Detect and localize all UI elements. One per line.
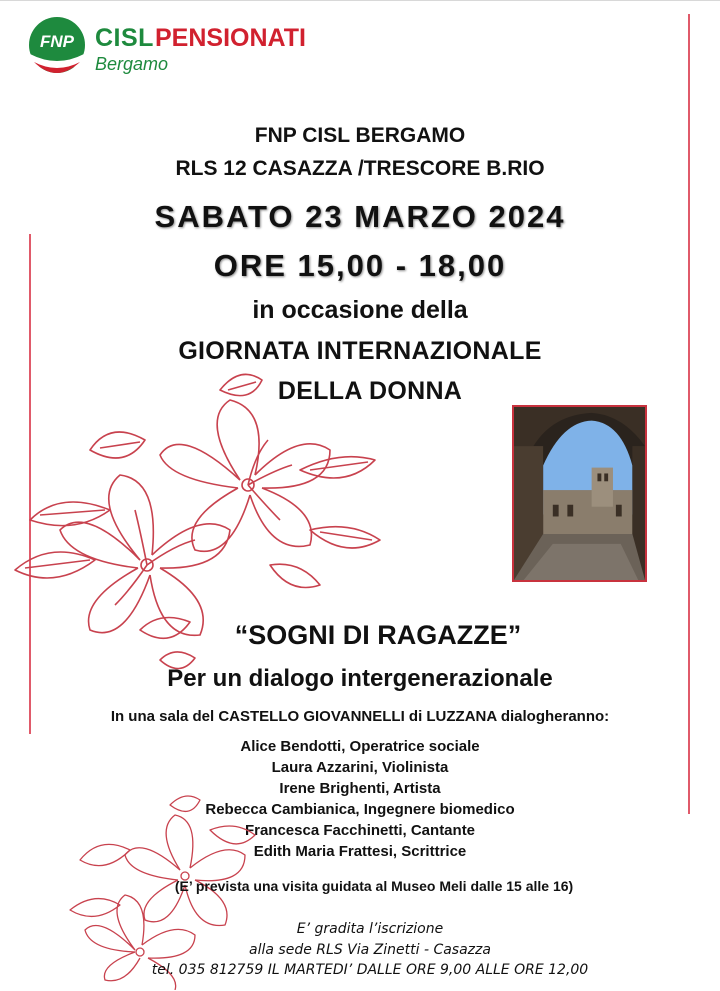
- rls-title: RLS 12 CASAZZA /TRESCORE B.RIO: [175, 157, 545, 180]
- logo-city: Bergamo: [95, 54, 169, 74]
- logo-pensionati: PENSIONATI: [155, 24, 306, 52]
- event-date: SABATO 23 MARZO 2024: [154, 199, 566, 234]
- event-time: ORE 15,00 - 18,00: [213, 248, 507, 283]
- fnp-logo-badge: [28, 16, 86, 74]
- speaker-item: Alice Bendotti, Operatrice sociale: [240, 738, 480, 755]
- occasion-text: in occasione della: [252, 296, 468, 324]
- org-title: FNP CISL BERGAMO: [254, 124, 466, 147]
- event-subtitle: Per un dialogo intergenerazionale: [167, 665, 553, 692]
- guided-visit-note: (E’ prevista una visita guidata al Museo Meli dalle 15 alle 16): [174, 878, 574, 894]
- event-title: “SOGNI DI RAGAZZE”: [234, 620, 522, 650]
- speaker-item: Laura Azzarini, Violinista: [271, 759, 449, 776]
- giornata-text: GIORNATA INTERNAZIONALE: [178, 337, 542, 365]
- speaker-item: Irene Brighenti, Artista: [279, 780, 441, 797]
- speaker-item: Rebecca Cambianica, Ingegnere biomedico: [205, 801, 515, 818]
- logo-badge-text: FNP: [40, 32, 74, 51]
- speaker-item: Francesca Facchinetti, Cantante: [244, 822, 476, 839]
- event-intro: In una sala del CASTELLO GIOVANNELLI di LUZZANA dialogheranno:: [110, 708, 610, 725]
- logo: [28, 16, 328, 76]
- speaker-item: Edith Maria Frattesi, Scrittrice: [253, 843, 467, 860]
- registration-line-3: tel. 035 812759 IL MARTEDI’ DALLE ORE 9,00 ALLE ORE 12,00: [151, 962, 589, 978]
- top-rule: [0, 0, 720, 1]
- registration-line-1: E’ gradita l’iscrizione: [296, 921, 444, 937]
- registration-line-2: alla sede RLS Via Zinetti - Casazza: [249, 942, 491, 958]
- castle-photo: [512, 405, 647, 582]
- donna-text: DELLA DONNA: [277, 377, 463, 405]
- logo-cisl: CISL: [95, 24, 154, 52]
